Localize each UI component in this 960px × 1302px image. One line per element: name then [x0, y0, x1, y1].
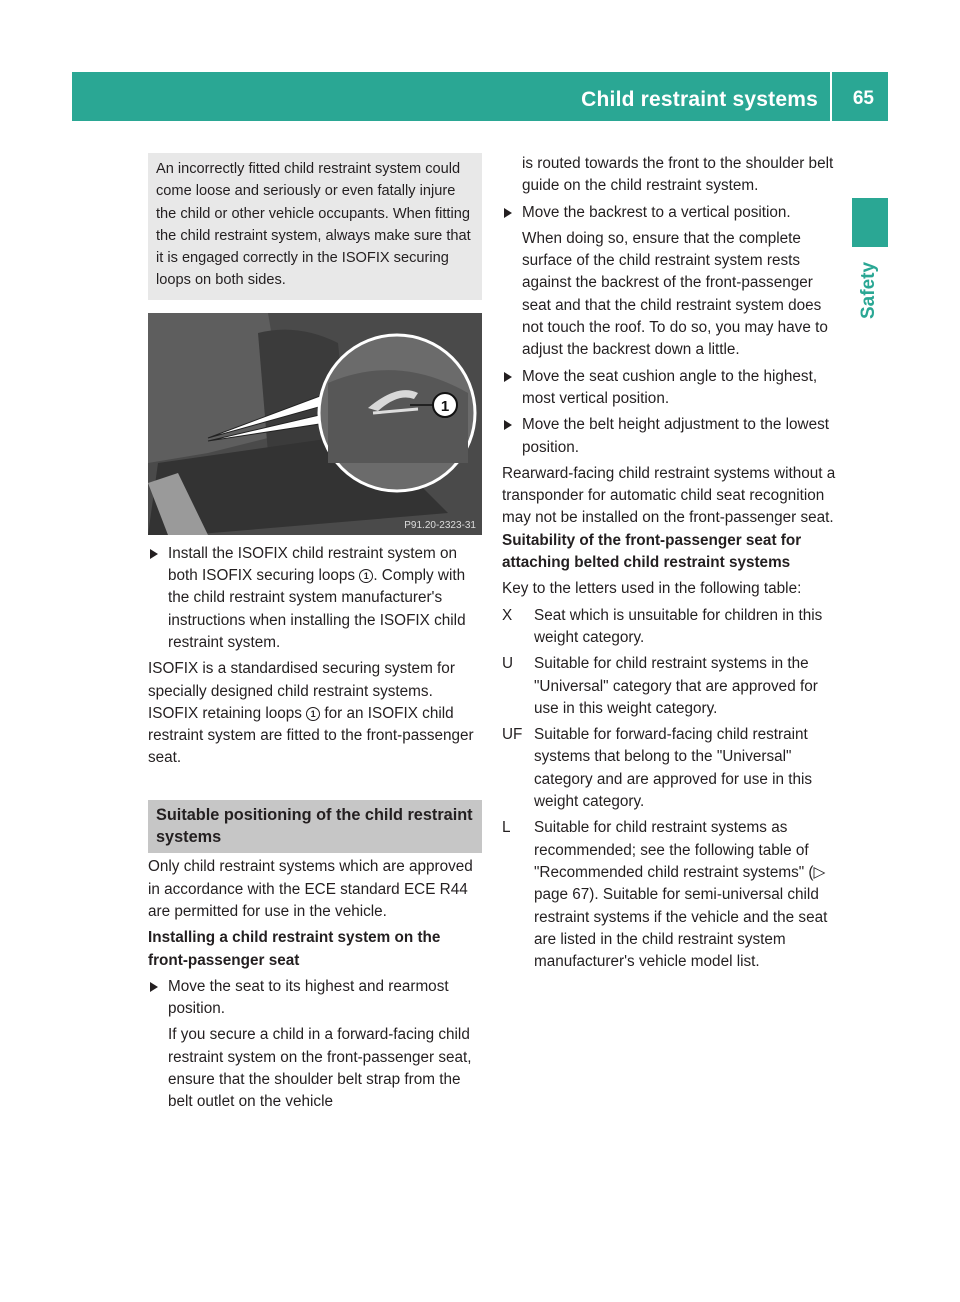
section-heading: Suitable positioning of the child restraint systems: [148, 800, 482, 854]
image-callout-1: 1: [440, 397, 450, 415]
definition-uf: [502, 724, 836, 813]
backrest-bullet: [502, 202, 836, 362]
header-divider: [830, 72, 832, 121]
cushion-bullet: [502, 366, 836, 411]
isofix-seat-photo: [148, 313, 482, 535]
loops-text-b: for an ISOFIX child restraint system are fitted to the front-passenger seat.: [148, 704, 474, 767]
definition-key: UF: [502, 726, 523, 744]
install-text-b: . Comply with the child restraint system manufacturer's instructions when installing the ISOFIX child restraint system.: [168, 567, 466, 651]
page-number: 65: [852, 88, 874, 109]
definition-text: Suitable for child restraint systems in the "Universal" category that are approved for use in this weight category.: [534, 655, 818, 717]
callout-1-icon: 1: [359, 569, 373, 583]
definition-key: X: [502, 606, 513, 624]
bullet-arrow-icon: [504, 372, 512, 382]
isofix-loops-paragraph: [148, 703, 482, 770]
bullet-arrow-icon: [504, 420, 512, 430]
side-tab-marker: [852, 198, 888, 247]
side-tab-label: Safety: [858, 262, 879, 320]
continued-paragraph: is routed towards the front to the shoulder belt guide on the child restraint system.: [522, 155, 834, 195]
subheading-installing: Installing a child restraint system on the front-passenger seat: [148, 929, 441, 969]
move-seat-text: Move the seat to its highest and rearmost position.: [168, 977, 449, 1018]
left-column: [148, 153, 482, 1114]
isofix-description: ISOFIX is a standardised securing system for specially designed child restraint systems.: [148, 660, 455, 700]
key-intro: Key to the letters used in the following table:: [502, 580, 802, 598]
bullet-arrow-icon: [150, 549, 158, 559]
page-header: [72, 72, 888, 121]
chapter-title: Child restraint systems: [581, 88, 818, 111]
definition-x: [502, 605, 836, 650]
definition-key: L: [502, 819, 511, 837]
backrest-text: Move the backrest to a vertical position.: [522, 203, 791, 221]
loops-text-a: ISOFIX retaining loops: [148, 704, 307, 722]
cushion-text: Move the seat cushion angle to the highest, most vertical position.: [522, 367, 818, 407]
warning-box: An incorrectly fitted child restraint system could come loose and seriously or even fatally injure the child or other vehicle occupants. When fitting the child restraint system, always make sure that it is engaged correctly in the ISOFIX securing loops on both sides.: [148, 153, 482, 300]
belt-height-text: Move the belt height adjustment to the lowest position.: [522, 416, 829, 456]
rearward-paragraph: Rearward-facing child restraint systems without a transponder for automatic child seat recognition may not be installed on the front-passenger seat.: [502, 464, 836, 527]
definition-text: Suitable for child restraint systems as recommended; see the following table of "Recommended child restraint systems" (▷ page 67). Suitable for semi-universal child restraint systems if the vehicle and the seat are listed in the child restraint system manufacturer's vehicle model list.: [534, 819, 828, 971]
bullet-arrow-icon: [150, 982, 158, 992]
definition-text: Suitable for forward-facing child restraint systems that belong to the "Universal" category and are approved for use in this weight category.: [534, 726, 813, 811]
bullet-arrow-icon: [504, 208, 512, 218]
definition-text: Seat which is unsuitable for children in this weight category.: [534, 606, 823, 646]
install-text-a: Install the ISOFIX child restraint system on both ISOFIX securing loops: [168, 544, 458, 585]
right-column: [502, 153, 836, 973]
callout-1-icon: 1: [306, 707, 320, 721]
section-paragraph: Only child restraint systems which are approved in accordance with the ECE standard ECE R44 are permitted for use in the vehicle.: [148, 858, 473, 920]
move-seat-detail: If you secure a child in a forward-facing child restraint system on the front-passenger seat, ensure that the shoulder belt strap from the belt outlet on the vehicle: [168, 1026, 472, 1111]
definition-u: [502, 653, 836, 720]
subheading-suitability: Suitability of the front-passenger seat for attaching belted child restraint systems: [502, 531, 802, 572]
image-code: P91.20-2323-31: [404, 519, 476, 531]
move-seat-bullet: [148, 976, 482, 1114]
belt-height-bullet: [502, 414, 836, 459]
definition-key: U: [502, 655, 514, 673]
definition-l: [502, 817, 836, 973]
continued-text: [502, 153, 836, 198]
backrest-detail: When doing so, ensure that the complete surface of the child restraint system rests against the backrest of the front-passenger seat and that the child restraint system does not touch the roof. To do so, you may have to adjust the backrest down a little.: [522, 229, 828, 359]
install-isofix-bullet: [148, 543, 482, 654]
